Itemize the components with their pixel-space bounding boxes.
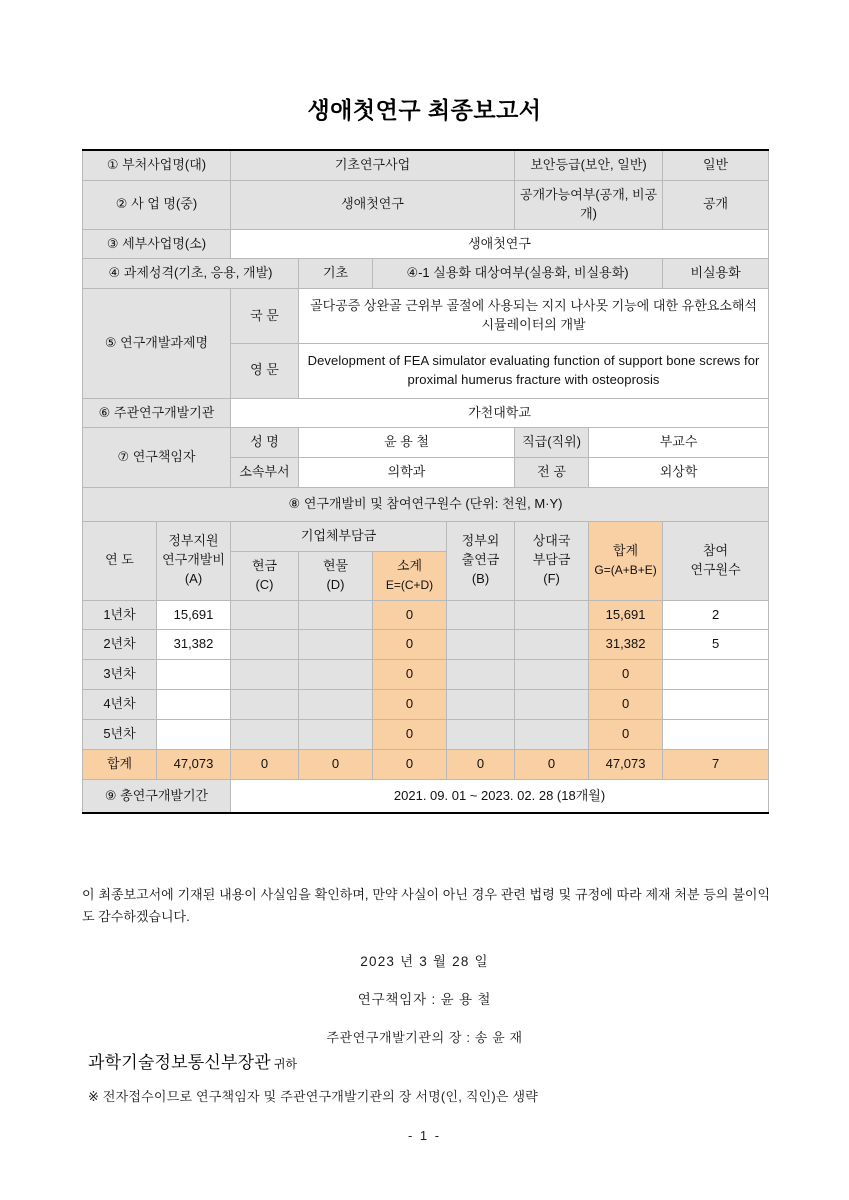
- table-row-host-institution: [83, 398, 769, 428]
- subtotal-line1: 소계: [396, 557, 423, 573]
- label-project-title: ⑤ 연구개발과제명: [83, 289, 231, 398]
- budget-researchers: 2: [663, 600, 769, 630]
- budget-inkind: [299, 719, 373, 749]
- budget-nongov: [447, 690, 515, 720]
- budget-header-row-1: [83, 521, 769, 551]
- cash-line2: (C): [255, 576, 274, 592]
- budget-nongov: [447, 600, 515, 630]
- budget-col-nongov: [447, 521, 515, 600]
- value-pi-position: 부교수: [589, 428, 769, 458]
- label-subprogram-name: ③ 세부사업명(소): [83, 229, 231, 259]
- budget-subtotal: 0: [373, 660, 447, 690]
- electronic-submission-note: ※ 전자접수이므로 연구책임자 및 주관연구개발기관의 장 서명(인, 직인)은 생략: [88, 1089, 538, 1104]
- value-title-english: Development of FEA simulator evaluating function of support bone screws for proximal humerus fracture with osteoprosis: [299, 343, 769, 398]
- budget-cash: [231, 630, 299, 660]
- budget-partner: [515, 630, 589, 660]
- addressee-minister: [88, 1048, 297, 1073]
- budget-subtotal: 0: [373, 690, 447, 720]
- cash-line1: 현금: [251, 557, 278, 573]
- budget-year: 3년차: [83, 660, 157, 690]
- budget-partner: [515, 719, 589, 749]
- budget-researchers: [663, 660, 769, 690]
- budget-total-inkind: 0: [299, 749, 373, 779]
- budget-partner: [515, 660, 589, 690]
- budget-nongov: [447, 630, 515, 660]
- budget-nongov: [447, 660, 515, 690]
- budget-year: 5년차: [83, 719, 157, 749]
- value-commercialization: 비실용화: [663, 259, 769, 289]
- nongov-line2: 출연금: [461, 552, 500, 568]
- table-row: [83, 630, 769, 660]
- budget-col-total: [589, 521, 663, 600]
- partner-line2: 부담금: [532, 552, 571, 568]
- table-row-subprogram-name: [83, 229, 769, 259]
- table-row-project-title-kr: [83, 289, 769, 344]
- subtotal-line2: E=(C+D): [385, 577, 434, 592]
- label-principal-investigator: ⑦ 연구책임자: [83, 428, 231, 488]
- budget-total-subtotal: 0: [373, 749, 447, 779]
- table-row-ministry-program: [83, 150, 769, 180]
- budget-subtotal: 0: [373, 600, 447, 630]
- table-row: [83, 660, 769, 690]
- budget-total-nongov: 0: [447, 749, 515, 779]
- budget-partner: [515, 600, 589, 630]
- label-ministry-program: ① 부처사업명(대): [83, 150, 231, 180]
- total-line1: 합계: [612, 542, 639, 558]
- report-cover-table: [82, 149, 769, 814]
- budget-total-partner: 0: [515, 749, 589, 779]
- table-row-program-name: [83, 180, 769, 229]
- budget-gov-support: [157, 690, 231, 720]
- page-number: - 1 -: [407, 1128, 442, 1143]
- budget-year: 4년차: [83, 690, 157, 720]
- signature-date: 2023 년 3 월 28 일: [360, 954, 489, 969]
- nongov-line1: 정부외: [461, 533, 500, 549]
- budget-total: 0: [589, 719, 663, 749]
- budget-total: 15,691: [589, 600, 663, 630]
- confirmation-statement: 이 최종보고서에 기재된 내용이 사실임을 확인하며, 만약 사실이 아닌 경우 관련 법령 및 규정에 따라 제재 처분 등의 불이익도 감수하겠습니다.: [82, 887, 770, 925]
- budget-cash: [231, 690, 299, 720]
- budget-subtotal: 0: [373, 719, 447, 749]
- budget-inkind: [299, 690, 373, 720]
- label-pi-position: 직급(직위): [515, 428, 589, 458]
- value-subprogram-name: 생애첫연구: [231, 229, 769, 259]
- budget-total: 0: [589, 660, 663, 690]
- signature-organization-head: 주관연구개발기관의 장 : 송 윤 재: [326, 1030, 523, 1045]
- label-host-institution: ⑥ 주관연구개발기관: [83, 398, 231, 428]
- label-title-english: 영 문: [231, 343, 299, 398]
- inkind-line2: (D): [326, 576, 345, 592]
- table-row: [83, 600, 769, 630]
- budget-col-researchers: [663, 521, 769, 600]
- table-row: [83, 690, 769, 720]
- table-row-pi-name: [83, 428, 769, 458]
- budget-gov-support: 15,691: [157, 600, 231, 630]
- budget-total: 31,382: [589, 630, 663, 660]
- budget-year: 1년차: [83, 600, 157, 630]
- minister-honorific: 귀하: [273, 1057, 298, 1071]
- label-project-character: ④ 과제성격(기초, 응용, 개발): [83, 259, 299, 289]
- value-research-period: 2021. 09. 01 ~ 2023. 02. 28 (18개월): [231, 779, 769, 813]
- label-disclosure: 공개가능여부(공개, 비공개): [515, 180, 663, 229]
- budget-col-cash: [231, 551, 299, 600]
- budget-col-partner: [515, 521, 589, 600]
- table-row-budget-section-title: [83, 488, 769, 522]
- total-line2: G=(A+B+E): [594, 562, 657, 577]
- budget-total-cash: 0: [231, 749, 299, 779]
- signature-principal-investigator: 연구책임자 : 윤 용 철: [357, 992, 492, 1007]
- researchers-line2: 연구원수: [690, 561, 741, 577]
- budget-cash: [231, 600, 299, 630]
- value-pi-department: 의학과: [299, 458, 515, 488]
- value-title-korean: 골다공증 상완골 근위부 골절에 사용되는 지지 나사못 기능에 대한 유한요소해석 시뮬레이터의 개발: [299, 289, 769, 344]
- budget-researchers: [663, 690, 769, 720]
- label-title-korean: 국 문: [231, 289, 299, 344]
- value-pi-major: 외상학: [589, 458, 769, 488]
- budget-inkind: [299, 630, 373, 660]
- value-pi-name: 윤 용 철: [299, 428, 515, 458]
- budget-total-row: [83, 749, 769, 779]
- inkind-line1: 현물: [322, 557, 349, 573]
- value-disclosure: 공개: [663, 180, 769, 229]
- table-row-project-character: [83, 259, 769, 289]
- gov-support-line2: 연구개발비: [162, 552, 225, 568]
- budget-gov-support: [157, 660, 231, 690]
- budget-inkind: [299, 660, 373, 690]
- budget-subtotal: 0: [373, 630, 447, 660]
- budget-nongov: [447, 719, 515, 749]
- budget-partner: [515, 690, 589, 720]
- budget-total: 0: [589, 690, 663, 720]
- budget-inkind: [299, 600, 373, 630]
- label-program-name: ② 사 업 명(중): [83, 180, 231, 229]
- value-program-name: 생애첫연구: [231, 180, 515, 229]
- partner-line1: 상대국: [532, 533, 571, 549]
- budget-col-year: 연 도: [83, 521, 157, 600]
- gov-support-line3: (A): [184, 571, 203, 587]
- table-row: [83, 719, 769, 749]
- budget-researchers: [663, 719, 769, 749]
- budget-cash: [231, 719, 299, 749]
- budget-total-gov-support: 47,073: [157, 749, 231, 779]
- budget-col-gov-support: [157, 521, 231, 600]
- label-commercialization: ④-1 실용화 대상여부(실용화, 비실용화): [373, 259, 663, 289]
- nongov-line3: (B): [471, 571, 490, 587]
- budget-col-subtotal: [373, 551, 447, 600]
- gov-support-line1: 정부지원: [168, 533, 219, 549]
- value-ministry-program: 기초연구사업: [231, 150, 515, 180]
- budget-col-inkind: [299, 551, 373, 600]
- label-pi-name: 성 명: [231, 428, 299, 458]
- researchers-line1: 참여: [703, 542, 729, 558]
- budget-col-company-group: 기업체부담금: [231, 521, 447, 551]
- partner-line3: (F): [543, 571, 560, 587]
- label-pi-major: 전 공: [515, 458, 589, 488]
- table-row-research-period: [83, 779, 769, 813]
- budget-section-title: ⑧ 연구개발비 및 참여연구원수 (단위: 천원, M·Y): [83, 488, 769, 522]
- budget-total-total: 47,073: [589, 749, 663, 779]
- budget-researchers: 5: [663, 630, 769, 660]
- page-title: 생애첫연구 최종보고서: [307, 97, 542, 123]
- budget-gov-support: 31,382: [157, 630, 231, 660]
- budget-year: 2년차: [83, 630, 157, 660]
- value-host-institution: 가천대학교: [231, 398, 769, 428]
- budget-gov-support: [157, 719, 231, 749]
- label-security-grade: 보안등급(보안, 일반): [515, 150, 663, 180]
- value-security-grade: 일반: [663, 150, 769, 180]
- budget-total-year: 합계: [83, 749, 157, 779]
- value-project-character: 기초: [299, 259, 373, 289]
- minister-title: 과학기술정보통신부장관: [88, 1053, 271, 1072]
- label-research-period: ⑨ 총연구개발기간: [83, 779, 231, 813]
- budget-cash: [231, 660, 299, 690]
- label-pi-department: 소속부서: [231, 458, 299, 488]
- budget-total-researchers: 7: [663, 749, 769, 779]
